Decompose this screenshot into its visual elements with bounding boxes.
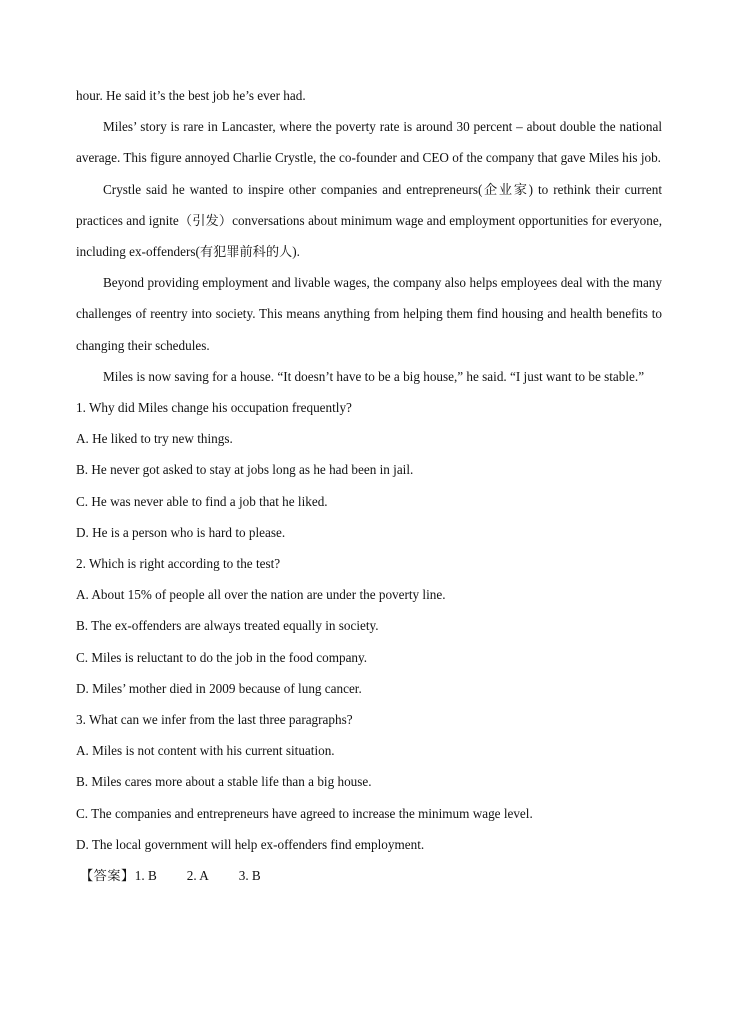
- question-option: C. He was never able to find a job that he liked.: [76, 493, 328, 509]
- question-option: A. About 15% of people all over the nation are under the poverty line.: [76, 587, 446, 603]
- passage-paragraph-2: Miles’ story is rare in Lancaster, where the poverty rate is around 30 percent – about double the national average. This figure annoyed Charlie Crystle, the co-founder and CEO of the company that gave Miles his job.: [76, 119, 662, 166]
- question-stem: 2. Which is right according to the test?: [76, 556, 281, 572]
- question-option: B. Miles cares more about a stable life than a big house.: [76, 774, 372, 790]
- document-content: [76, 80, 662, 891]
- question-option: A. He liked to try new things.: [76, 431, 233, 447]
- question-1: [76, 392, 662, 548]
- question-option: C. Miles is reluctant to do the job in the food company.: [76, 649, 368, 665]
- answer-item: 3. B: [238, 868, 261, 884]
- answer-item: 2. A: [186, 868, 209, 884]
- question-option: A. Miles is not content with his current situation.: [76, 743, 335, 759]
- question-option: D. Miles’ mother died in 2009 because of lung cancer.: [76, 680, 362, 696]
- answer-key: [76, 860, 662, 891]
- question-3: [76, 704, 662, 860]
- question-option: D. He is a person who is hard to please.: [76, 524, 286, 540]
- passage-paragraph-3: Crystle said he wanted to inspire other companies and entrepreneurs(企业家) to rethink their current practices and ignite（引发）conversations about minimum wage and employment opportunities for everyone, including ex-offenders(有犯罪前科的人).: [76, 181, 662, 260]
- question-option: D. The local government will help ex-offenders find employment.: [76, 836, 425, 852]
- passage-paragraph-5: Miles is now saving for a house. “It doesn’t have to be a big house,” he said. “I just want to be stable.”: [103, 368, 645, 384]
- question-option: C. The companies and entrepreneurs have agreed to increase the minimum wage level.: [76, 805, 533, 821]
- question-stem: 1. Why did Miles change his occupation frequently?: [76, 400, 352, 416]
- passage-paragraph-1: hour. He said it’s the best job he’s ever had.: [76, 88, 306, 103]
- question-option: B. He never got asked to stay at jobs long as he had been in jail.: [76, 462, 414, 478]
- answer-item: 1. B: [134, 868, 157, 884]
- passage-paragraph-4: Beyond providing employment and livable wages, the company also helps employees deal with the many challenges of reentry into society. This means anything from helping them find housing and health benefits to changing their schedules.: [76, 275, 662, 353]
- answer-label: 【答案】: [80, 868, 135, 884]
- question-2: [76, 548, 662, 704]
- question-stem: 3. What can we infer from the last three paragraphs?: [76, 712, 353, 728]
- question-option: B. The ex-offenders are always treated equally in society.: [76, 618, 379, 634]
